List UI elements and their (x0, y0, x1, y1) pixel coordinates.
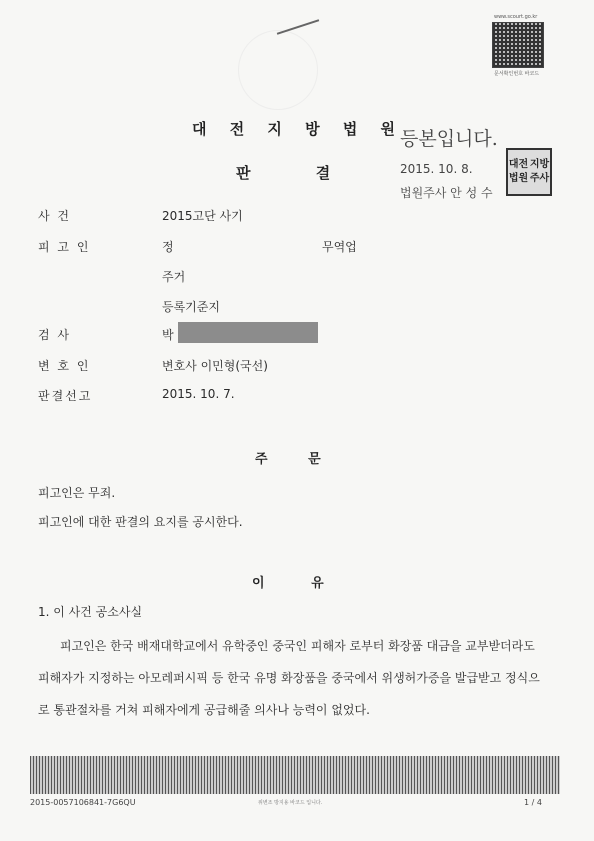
registry-label: 등록기준지 (162, 300, 220, 314)
seal-char: 주사 (529, 173, 550, 184)
judgment-title: 주 문 (255, 452, 321, 467)
seal-char: 대전 (508, 159, 529, 170)
pen-mark (277, 19, 319, 34)
verdict-date-label: 판결선고 (38, 389, 93, 403)
qr-label: 문서확인번호 바코드 (494, 71, 540, 77)
qr-code (492, 22, 544, 68)
case-label: 사 건 (38, 209, 71, 223)
reasons-paragraph: 피고인은 한국 배재대학교에서 유학중인 중국인 피해자 로부터 화장품 대금을 교부받더라도 피해자가 지정하는 아모레퍼시픽 등 한국 유명 화장품을 중국에서 위생허가증을 발급받고 정식으로 통관절차를 거쳐 피해자에게 공급해줄 의사나 능력이 없었다. (38, 639, 540, 717)
reasons-subheading: 1. 이 사건 공소사실 (38, 605, 143, 619)
redaction-bar (178, 322, 318, 343)
seal-char: 지방 (529, 159, 550, 170)
clerk-seal (506, 148, 552, 196)
page-number: 1 / 4 (524, 798, 542, 807)
judgment-line-2: 피고인에 대한 판결의 요지를 공시한다. (38, 515, 243, 529)
certified-copy-stamp: 등본입니다. (400, 128, 498, 150)
faint-court-seal (238, 30, 318, 110)
defendant-label: 피 고 인 (38, 240, 91, 254)
address-label: 주거 (162, 270, 186, 284)
certified-copy-clerk: 법원주사 안 성 수 (400, 186, 493, 200)
seal-char: 법원 (508, 173, 529, 184)
defendant-job: 무역업 (322, 240, 357, 254)
court-name: 대 전 지 방 법 원 (192, 120, 405, 138)
document-type: 판 결 (236, 164, 331, 182)
counsel-value: 변호사 이민형(국선) (162, 359, 268, 373)
certified-copy-date: 2015. 10. 8. (400, 162, 473, 176)
qr-url: www.scourt.go.kr (494, 14, 538, 20)
anti-forgery-barcode (30, 756, 560, 794)
verdict-date-value: 2015. 10. 7. (162, 387, 235, 401)
defendant-name: 정 (162, 240, 174, 254)
reasons-title: 이 유 (252, 576, 324, 591)
prosecutor-name: 박 (162, 328, 174, 342)
judgment-line-1: 피고인은 무죄. (38, 486, 116, 500)
counsel-label: 변 호 인 (38, 359, 91, 373)
document-code: 2015-0057106841-7G6QU (30, 798, 136, 807)
prosecutor-label: 검 사 (38, 328, 71, 342)
barcode-note: 위변조 방지용 바코드 입니다. (258, 800, 323, 806)
case-value: 2015고단 사기 (162, 209, 243, 223)
